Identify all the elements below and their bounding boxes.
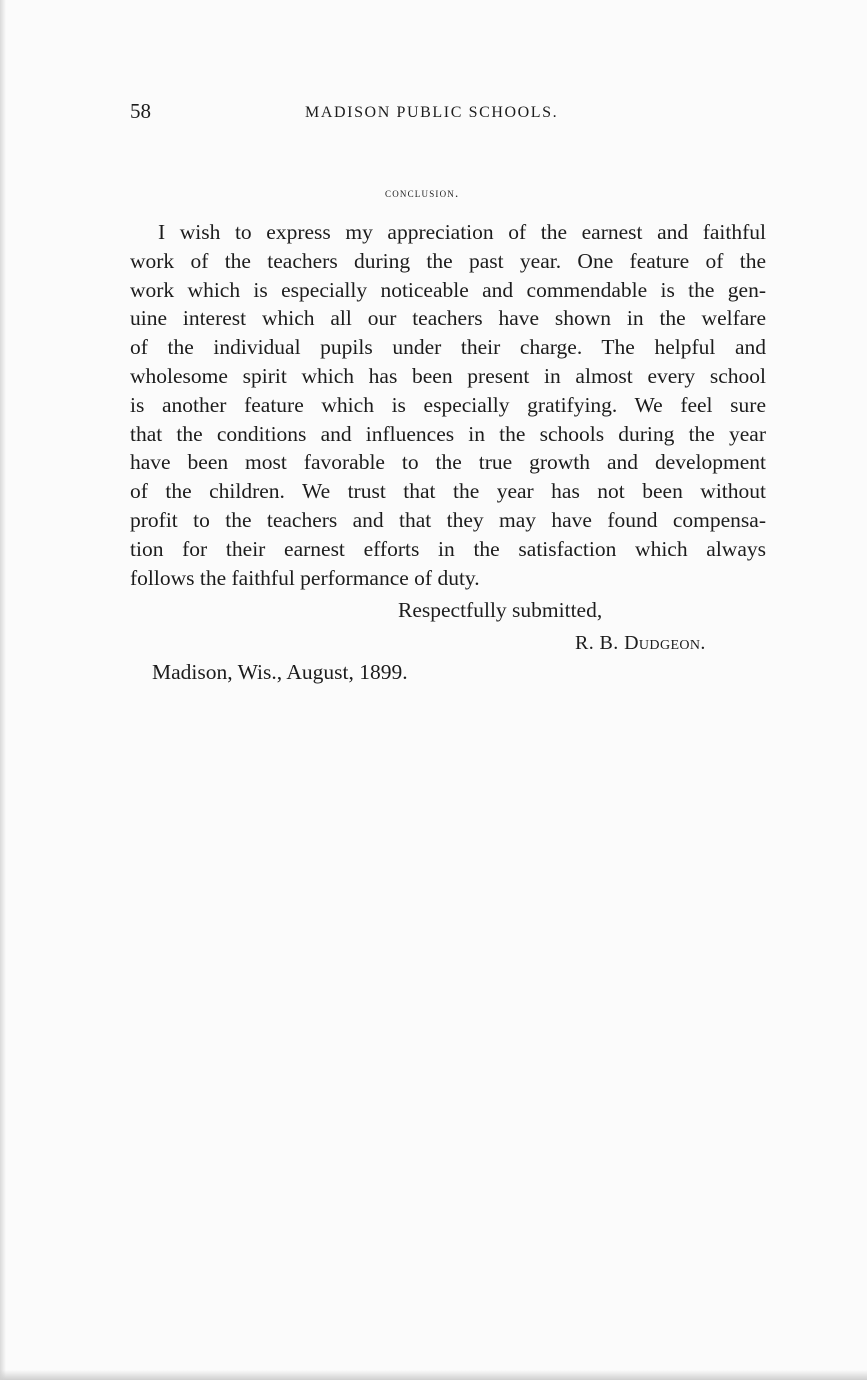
scan-edge-left: [0, 0, 6, 1380]
body-line: wholesome spirit which has been present in almost every school: [130, 363, 766, 388]
body-line: of the children. We trust that the year has not been without: [130, 479, 766, 504]
body-line: of the individual pupils under their charge. The helpful and: [130, 335, 766, 360]
body-line: tion for their earnest efforts in the satisfaction which always: [130, 536, 766, 561]
dateline: Madison, Wis., August, 1899.: [152, 660, 408, 684]
body-line: work of the teachers during the past year. One feature of the: [130, 248, 766, 273]
closing-salutation: Respectfully submitted,: [398, 598, 603, 622]
body-line: uine interest which all our teachers have shown in the welfare: [130, 306, 766, 331]
body-paragraph: [130, 218, 766, 592]
body-line: I wish to express my appreciation of the earnest and faithful: [158, 220, 766, 244]
page-number: 58: [130, 99, 151, 123]
body-line: follows the faithful performance of duty.: [130, 565, 480, 590]
section-heading: conclusion.: [385, 185, 460, 200]
signature-name: R. B. Dudgeon.: [575, 632, 706, 654]
body-line: profit to the teachers and that they may have found compensa-: [130, 507, 766, 532]
body-line: is another feature which is especially gratifying. We feel sure: [130, 392, 766, 417]
running-title: MADISON PUBLIC SCHOOLS.: [305, 104, 559, 121]
body-line: have been most favorable to the true growth and development: [130, 450, 766, 475]
body-line: work which is especially noticeable and commendable is the gen-: [130, 277, 766, 302]
body-line: that the conditions and influences in the schools during the year: [130, 421, 766, 446]
scan-edge-bottom: [0, 1370, 867, 1380]
